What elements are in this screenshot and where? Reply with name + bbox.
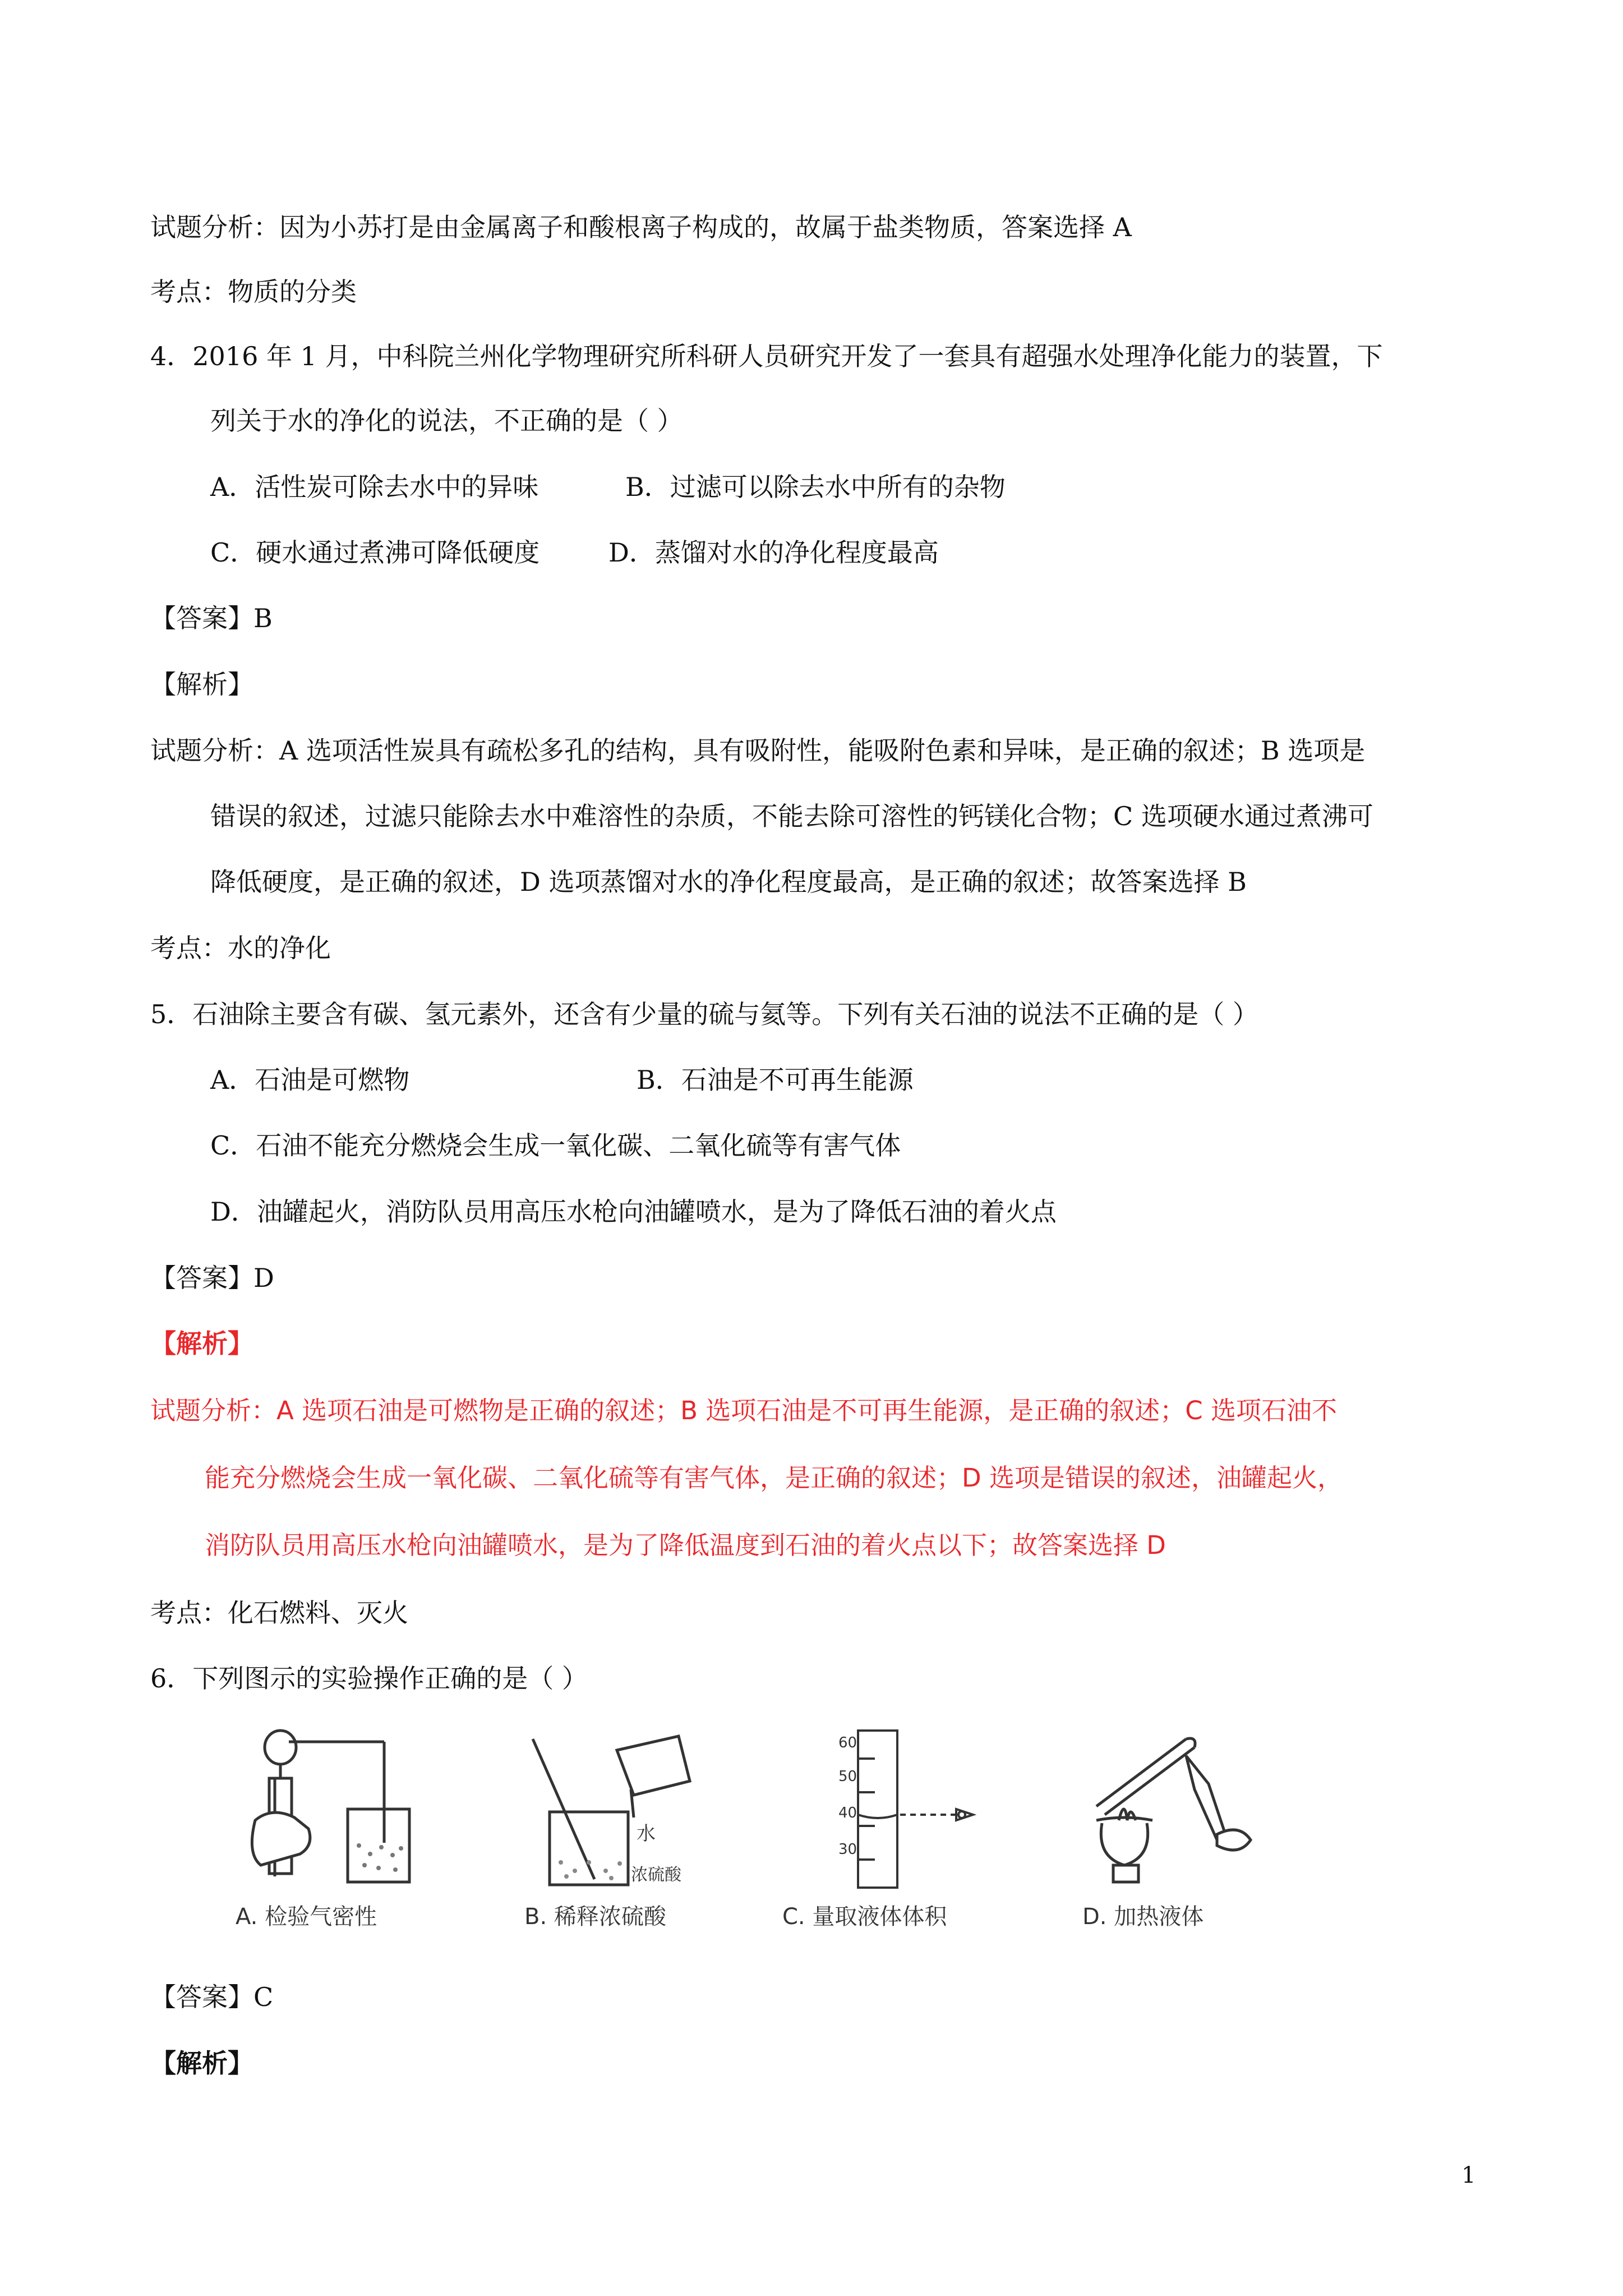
- figure-c-tick-60: 60: [838, 1734, 857, 1751]
- q4-stem-line2: 列关于水的净化的说法，不正确的是（ ）: [210, 406, 683, 436]
- figure-b-acid-label: 浓硫酸: [631, 1865, 681, 1885]
- q4-answer: 【答案】B: [150, 603, 273, 633]
- q4-stem-line1: 4．2016 年 1 月，中科院兰州化学物理研究所科研人员研究开发了一套具有超强水处理净化能力的装置，下: [150, 341, 1383, 371]
- q4-kaodian: 考点：水的净化: [150, 933, 331, 963]
- figure-c-tick-50: 50: [838, 1768, 857, 1785]
- q6-jiexi-heading: 【解析】: [150, 2048, 253, 2078]
- q4-analysis-line3: 降低硬度，是正确的叙述，D 选项蒸馏对水的净化程度最高，是正确的叙述；故答案选择 B: [210, 867, 1247, 897]
- q6-stem: 6．下列图示的实验操作正确的是（ ）: [150, 1663, 588, 1694]
- figure-b-water-label: 水: [637, 1823, 656, 1845]
- figure-b-dilution: [522, 1728, 707, 1896]
- figure-b-caption: B. 稀释浓硫酸: [524, 1904, 666, 1930]
- figure-d-caption: D. 加热液体: [1082, 1904, 1204, 1930]
- q5-analysis-line3: 消防队员用高压水枪向油罐喷水，是为了降低温度到石油的着火点以下；故答案选择 D: [205, 1530, 1166, 1560]
- figure-c-tick-40: 40: [838, 1805, 857, 1821]
- q5-analysis-line1: 试题分析：A 选项石油是可燃物是正确的叙述；B 选项石油是不可再生能源，是正确的叙述；C 选项石油不: [150, 1396, 1337, 1425]
- q4-option-a: A．活性炭可除去水中的异味: [210, 472, 539, 502]
- q5-option-a: A．石油是可燃物: [210, 1065, 410, 1095]
- figure-c-measuring: [836, 1725, 993, 1893]
- figure-a-airtightness: [233, 1725, 423, 1893]
- q4-option-b: B．过滤可以除去水中所有的杂物: [625, 472, 1006, 502]
- q4-jiexi-heading: 【解析】: [150, 669, 253, 700]
- figure-c-tick-30: 30: [838, 1841, 857, 1858]
- q5-analysis-line2: 能充分燃烧会生成一氧化碳、二氧化硫等有害气体，是正确的叙述；D 选项是错误的叙述，油罐起火，: [205, 1463, 1343, 1493]
- q4-option-d: D．蒸馏对水的净化程度最高: [608, 537, 939, 568]
- q6-answer: 【答案】C: [150, 1982, 274, 2012]
- figure-a-caption: A. 检验气密性: [236, 1904, 377, 1930]
- q5-kaodian: 考点：化石燃料、灭火: [150, 1598, 408, 1628]
- q5-stem: 5．石油除主要含有碳、氢元素外，还含有少量的硫与氦等。下列有关石油的说法不正确的是（ ）: [150, 999, 1258, 1029]
- q4-analysis-line2: 错误的叙述，过滤只能除去水中难溶性的杂质，不能去除可溶性的钙镁化合物；C 选项硬水通过煮沸可: [210, 801, 1373, 831]
- page-number: 1: [1461, 2162, 1476, 2188]
- figure-d-heating: [1074, 1722, 1265, 1890]
- q4-analysis-line1: 试题分析：A 选项活性炭具有疏松多孔的结构，具有吸附性，能吸附色素和异味，是正确的叙述；B 选项是: [150, 735, 1366, 766]
- q5-answer: 【答案】D: [150, 1263, 274, 1293]
- q5-option-d: D．油罐起火，消防队员用高压水枪向油罐喷水，是为了降低石油的着火点: [210, 1197, 1057, 1227]
- q4-option-c: C．硬水通过煮沸可降低硬度: [210, 537, 540, 568]
- q3-kaodian: 考点：物质的分类: [150, 277, 357, 307]
- figure-c-caption: C. 量取液体体积: [782, 1904, 947, 1930]
- q5-option-c: C．石油不能充分燃烧会生成一氧化碳、二氧化硫等有害气体: [210, 1130, 901, 1161]
- q5-jiexi-heading: 【解析】: [150, 1328, 253, 1359]
- q3-analysis: 试题分析：因为小苏打是由金属离子和酸根离子构成的，故属于盐类物质，答案选择 A: [150, 212, 1132, 242]
- q5-option-b: B．石油是不可再生能源: [637, 1065, 914, 1095]
